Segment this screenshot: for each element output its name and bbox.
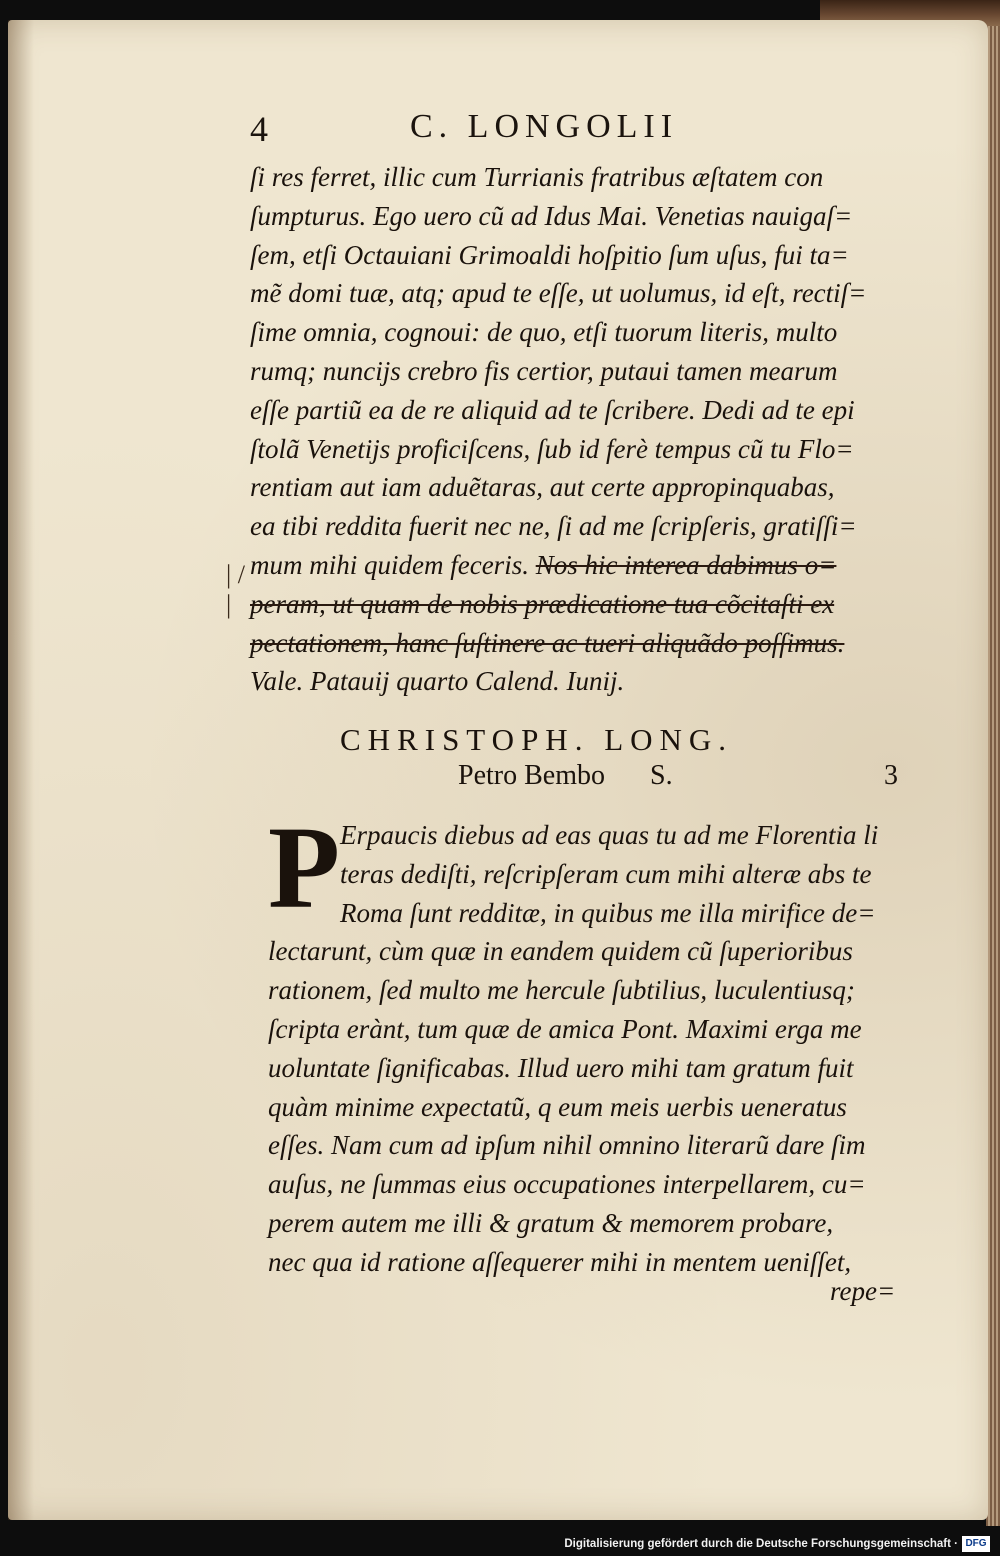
running-head xyxy=(250,108,950,158)
letter-heading: CHRISTOPH. LONG. xyxy=(340,722,734,757)
text-line: rumq; nuncijs crebro fis certior, putaui tamen mearum xyxy=(250,355,838,386)
text-line: eſſe partiũ ea de re aliquid ad te ſcribere. Dedi ad te epi xyxy=(250,394,855,425)
text-line: auſus, ne ſummas eius occupationes interpellarem, cu= xyxy=(268,1169,866,1200)
text-line: perem autem me illi & gratum & memorem probare, xyxy=(268,1207,834,1238)
dfg-logo: DFG xyxy=(962,1536,990,1552)
struck-line: pectationem, hanc ſuſtinere ac tueri aliquãdo poſſimus. xyxy=(250,627,845,658)
text-line: rentiam aut iam aduẽtaras, aut certe appropinquabas, xyxy=(250,472,835,503)
digitization-credit: Digitalisierung gefördert durch die Deutsche Forschungsgemeinschaft · xyxy=(564,1538,958,1550)
text-line: ſcripta erànt, tum quæ de amica Pont. Maximi erga me xyxy=(268,1013,862,1044)
salutation: S. xyxy=(650,760,673,791)
drop-cap: P xyxy=(268,802,341,933)
text-line: teras dediſti, reſcripſeram cum mihi alteræ abs te xyxy=(340,858,872,889)
text-line: lectarunt, cùm quæ in eandem quidem cũ ſuperioribus xyxy=(268,936,853,967)
addressee: Petro Bembo xyxy=(458,760,605,791)
text-line: quàm minime expectatũ, q eum meis uerbis ueneratus xyxy=(268,1091,847,1122)
letter-body xyxy=(268,802,928,1282)
book-edge-right xyxy=(986,26,1000,1526)
text-line: uoluntate ſignificabas. Illud uero mihi tam gratum fuit xyxy=(268,1052,854,1083)
letter-end-text xyxy=(250,158,910,701)
catchword: repe= xyxy=(830,1276,896,1306)
text-line: rationem, ſed multo me hercule ſubtilius, luculentiusq; xyxy=(268,975,855,1006)
marginal-marks: | / | xyxy=(226,560,245,619)
closing-line: Vale. Patauij quarto Calend. Iunij. xyxy=(250,666,625,697)
text-line: ea tibi reddita fuerit nec ne, ſi ad me ſcripſeris, gratiſſi= xyxy=(250,511,857,542)
running-title: C. LONGOLII xyxy=(410,108,679,145)
text-line xyxy=(250,546,910,585)
text-line: ſumpturus. Ego uero cũ ad Idus Mai. Venetias nauigaſ= xyxy=(250,200,853,231)
text-line: mẽ domi tuæ, atq; apud te eſſe, ut uolumus, id eſt, rectiſ= xyxy=(250,278,867,309)
gutter-shadow xyxy=(8,20,34,1520)
text-line: Erpaucis diebus ad eas quas tu ad me Florentia li xyxy=(340,820,879,850)
text-line: ſi res ferret, illic cum Turrianis fratribus æſtatem con xyxy=(250,162,824,192)
struck-text: Nos hic interea dabimus o= xyxy=(535,549,837,580)
text-line: nec qua id ratione aſſequerer mihi in mentem ueniſſet, xyxy=(268,1246,852,1277)
text-line: ſime omnia, cognoui: de quo, etſi tuorum literis, multo xyxy=(250,317,838,348)
text-line: ſtolã Venetijs proficiſcens, ſub id ferè tempus cũ tu Flo= xyxy=(250,433,854,464)
text-line: Roma ſunt redditæ, in quibus me illa mirifice de= xyxy=(340,897,876,928)
text-segment: mum mihi quidem feceris. xyxy=(250,549,536,580)
page-number: 4 xyxy=(250,109,268,149)
text-line: eſſes. Nam cum ad ipſum nihil omnino literarũ dare ſim xyxy=(268,1130,866,1161)
struck-line: peram, ut quam de nobis prædicatione tua cõcitaſti ex xyxy=(250,588,835,619)
letter-subheading xyxy=(458,760,918,792)
text-line: ſem, etſi Octauiani Grimoaldi hoſpitio ſum uſus, fui ta= xyxy=(250,239,849,270)
letter-number: 3 xyxy=(884,760,898,791)
